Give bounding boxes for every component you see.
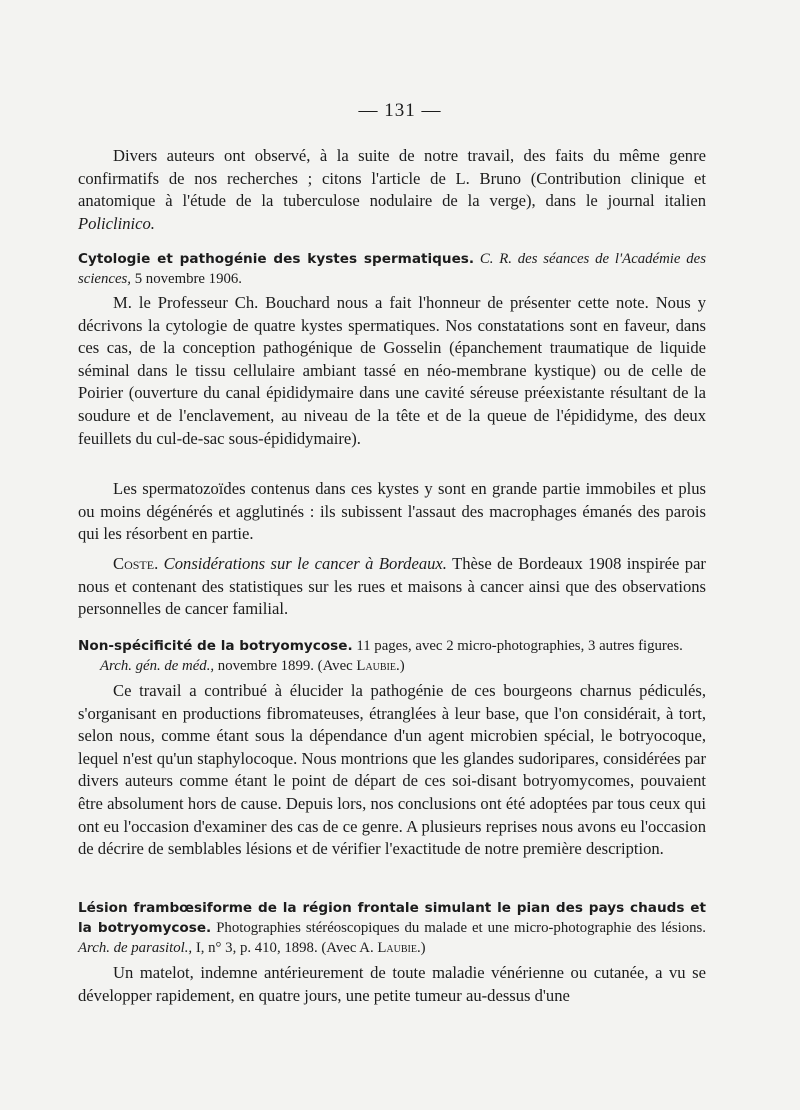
reference-close: ) bbox=[420, 940, 426, 956]
section-title: Lésion frambœsiforme de la région frontale simulant le pian des pays chauds et la botryomycose. bbox=[78, 900, 706, 936]
author-name: Coste. bbox=[113, 554, 159, 573]
section-reference-date: novembre 1899. (Avec bbox=[217, 658, 353, 674]
section-heading-frambesiforme bbox=[78, 898, 706, 958]
section-reference: C. R. des séances de l'Académie des sciences, bbox=[78, 251, 707, 287]
coauthor-name: Laubie. bbox=[377, 940, 421, 956]
paragraph-kystes-2: Les spermatozoïdes contenus dans ces kystes y sont en grande partie immobiles et plus ou moins dégénérés et agglutinés : ils subissent l'assaut des macrophages émanés des parois qui les résorbent en partie. bbox=[78, 479, 706, 544]
paragraph-botryomycose: Ce travail a contribué à élucider la pathogénie de ces bourgeons charnus pédiculés, s'organisant en productions fibromateuses, étranglées à leur base, que l'on considérait, à tort, selon nous, comme étant sous la dépendance d'un agent microbien spécial, le botryocoque, lequel n'est qu'un staphylocoque. Nous montrions que les glandes sudoripares, considérées par divers auteurs comme étant le point de départ de ces soi-disant botryomycomes, pouvaient être absolument hors de cause. Depuis lors, nos conclusions ont été adoptées par tous ceux qui ont eu l'occasion d'examiner des cas de ce genre. A plusieurs reprises nous avons eu l'occasion de décrire de semblables lésions et de vérifier l'exactitude de notre première description. bbox=[78, 681, 706, 859]
section-reference: Arch. gén. de méd., bbox=[100, 658, 215, 674]
section-reference: Arch. de parasitol., bbox=[78, 940, 193, 956]
section-description: Photographies stéréoscopiques du malade et une micro-photographie des lésions. bbox=[216, 920, 706, 936]
reference-close: ) bbox=[399, 658, 405, 674]
section-reference-date: 5 novembre 1906. bbox=[134, 271, 242, 287]
section-title: Non-spécificité de la botryomycose. bbox=[78, 638, 353, 654]
section-reference-line bbox=[78, 656, 706, 676]
intro-journal: Policlinico. bbox=[78, 213, 155, 233]
section-heading-botryomycose bbox=[78, 636, 706, 676]
section-heading-kystes bbox=[78, 249, 706, 289]
section-description: 11 pages, avec 2 micro-photographies, 3 autres figures. bbox=[356, 638, 683, 654]
coauthor-name: Laubie. bbox=[356, 658, 400, 674]
thesis-text: Thèse de Bordeaux 1908 inspirée par nous et contenant des statistiques sur les rues et maisons à cancer ainsi que des observations personnelles de cancer familial. bbox=[78, 554, 706, 619]
paragraph-kystes-1: M. le Professeur Ch. Bouchard nous a fait l'honneur de présenter cette note. Nous y décrivons la cytologie de quatre kystes spermatiques. Nos constatations sont en faveur, dans ces cas, de la conception pathogénique de Gosselin (épanchement traumatique de liquide séminal dans le tissu cellulaire ambiant tassé en néo-membrane kystique) ou de celle de Poirier (ouverture du canal épididymaire dans une cavité séreuse préexistante résultant de la soudure et de l'enclavement, au niveau de la tête et de la queue de l'épididyme, des deux feuillets du cul-de-sac sous-épididymaire). bbox=[78, 293, 706, 448]
intro-paragraph bbox=[78, 145, 706, 235]
section-title: Cytologie et pathogénie des kystes spermatiques. bbox=[78, 251, 475, 267]
intro-text: Divers auteurs ont observé, à la suite de notre travail, des faits du même genre confirmatifs de nos recherches ; citons l'article de L. Bruno (Contribution clinique et anatomique à l'étude de la tuberculose nodulaire de la verge), dans le journal italien bbox=[78, 146, 706, 211]
thesis-title: Considérations sur le cancer à Bordeaux. bbox=[163, 554, 447, 573]
paragraph-frambesiforme: Un matelot, indemne antérieurement de toute maladie vénérienne ou cutanée, a vu se développer rapidement, en quatre jours, une petite tumeur au-dessus d'une bbox=[78, 963, 706, 1005]
page-number: — 131 — bbox=[358, 100, 442, 121]
paragraph-coste bbox=[78, 553, 706, 621]
section-reference-rest: I, n° 3, p. 410, 1898. (Avec A. bbox=[195, 940, 374, 956]
